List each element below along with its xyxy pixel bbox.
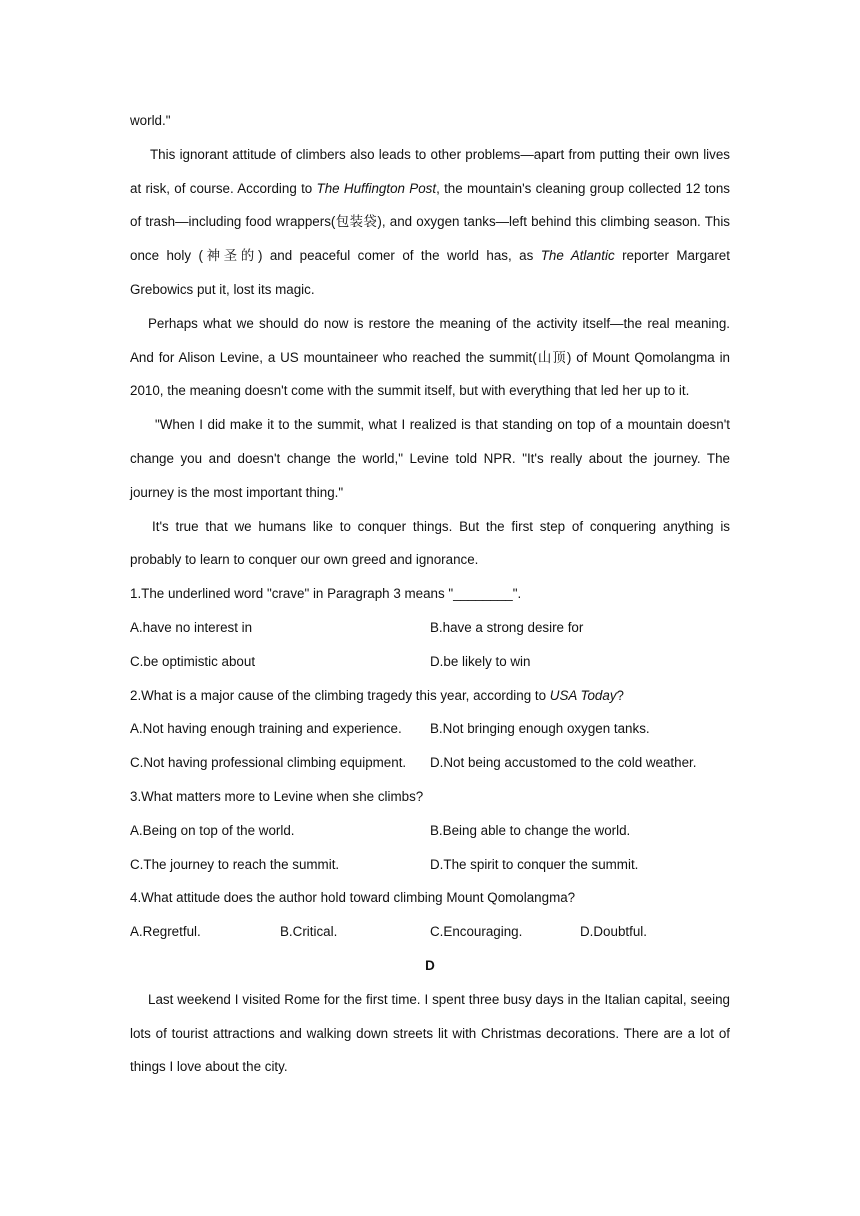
option-b: B.have a strong desire for [430, 619, 584, 635]
option-d: D.Not being accustomed to the cold weather. [430, 755, 697, 771]
option-a: A.Regretful. [130, 924, 201, 940]
source-name: The Atlantic [540, 248, 615, 264]
source-name: The Huffington Post [316, 180, 437, 196]
paragraph-text: This ignorant attitude of climbers also leads to other problems—apart from putting their own lives at risk, of course. According to [130, 146, 730, 196]
option-d: D.The spirit to conquer the summit. [430, 856, 639, 872]
option-c: C.Not having professional climbing equipment. [130, 755, 407, 771]
question-1-options-row-1 [130, 611, 730, 645]
question-2-options-row-2 [130, 746, 730, 780]
question-2-options-row-1 [130, 712, 730, 746]
question-2-stem [130, 679, 730, 713]
option-a: A.have no interest in [130, 619, 253, 635]
section-heading-d: D [425, 957, 435, 973]
paragraph-text: reporter Margaret Grebowics put it, lost its magic. [130, 248, 730, 297]
question-mark: ? [616, 687, 624, 703]
paragraph-text: , the mountain's cleaning group collected 12 tons of trash—including food wrappers(包装袋), and oxygen tanks—left behind this climbing season. This once holy (神圣的) and peaceful comer of the world has, as [130, 180, 730, 264]
option-c: C.The journey to reach the summit. [130, 856, 340, 872]
question-text: 2.What is a major cause of the climbing tragedy this year, according to [130, 687, 550, 703]
option-d: D.be likely to win [430, 653, 531, 669]
question-4-options-row [130, 915, 730, 949]
question-3-options-row-2 [130, 848, 730, 882]
option-b: B.Critical. [280, 924, 338, 940]
source-name: USA Today [549, 687, 617, 703]
question-1-stem: 1.The underlined word "crave" in Paragraph 3 means "________". [130, 586, 522, 602]
option-b: B.Being able to change the world. [430, 822, 631, 838]
passage-c-paragraph-1 [130, 138, 730, 307]
option-a: A.Not having enough training and experience. [130, 721, 402, 737]
document-page [130, 104, 730, 1084]
option-a: A.Being on top of the world. [130, 822, 295, 838]
passage-d-paragraph-1: Last weekend I visited Rome for the first time. I spent three busy days in the Italian capital, seeing lots of tourist attractions and walking down streets lit with Christmas decorations. There are a lot of things I love about the city. [130, 991, 730, 1075]
passage-c-paragraph-4: It's true that we humans like to conquer things. But the first step of conquering anything is probably to learn to conquer our own greed and ignorance. [130, 518, 730, 568]
question-4-stem: 4.What attitude does the author hold toward climbing Mount Qomolangma? [130, 890, 576, 906]
passage-c-paragraph-3: "When I did make it to the summit, what I realized is that standing on top of a mountain doesn't change you and doesn't change the world," Levine told NPR. "It's really about the journey. The journey is the most important thing." [130, 417, 730, 500]
question-1-options-row-2 [130, 645, 730, 679]
option-d: D.Doubtful. [580, 924, 647, 940]
passage-c-fragment: world." [130, 113, 171, 128]
question-3-options-row-1 [130, 814, 730, 848]
question-3-stem: 3.What matters more to Levine when she climbs? [130, 788, 424, 804]
passage-c-paragraph-2: Perhaps what we should do now is restore the meaning of the activity itself—the real meaning. And for Alison Levine, a US mountaineer who reached the summit(山顶) of Mount Qomolangma in 2010, the meaning doesn't come with the summit itself, but with everything that led her up to it. [130, 315, 730, 399]
option-c: C.Encouraging. [430, 924, 523, 940]
option-b: B.Not bringing enough oxygen tanks. [430, 721, 650, 737]
option-c: C.be optimistic about [130, 653, 256, 669]
